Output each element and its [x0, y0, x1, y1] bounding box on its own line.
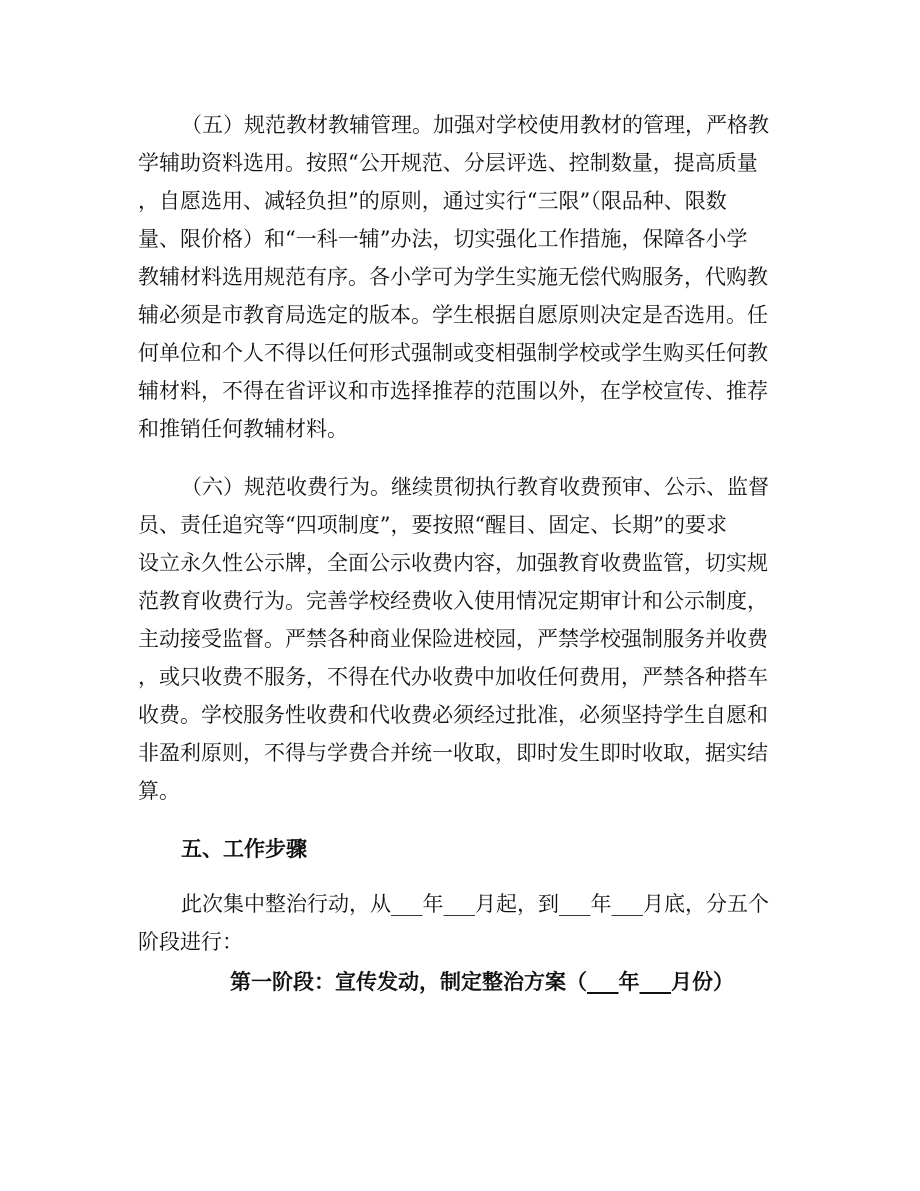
intro-line-1: 此次集中整治行动，从___年___月起，到___年___月底，分五个	[181, 892, 769, 916]
paragraph-5-line-3: ，自愿选用、减轻负担”的原则，通过实行“三限”（限品种、限数	[138, 189, 727, 213]
paragraph-5-line-5: 教辅材料选用规范有序。各小学可为学生实施无偿代购服务，代购教	[138, 265, 768, 289]
paragraph-6-line-9: 算。	[138, 779, 180, 803]
paragraph-6-line-2: 员、责任追究等“四项制度”，要按照“醒目、固定、长期”的要求	[138, 513, 727, 537]
paragraph-5-line-1: （五）规范教材教辅管理。加强对学校使用教材的管理，严格教	[181, 113, 769, 137]
paragraph-6-line-4: 范教育收费行为。完善学校经费收入使用情况定期审计和公示制度，	[138, 589, 768, 613]
paragraph-5-line-4: 量、限价格）和“一科一辅”办法，切实强化工作措施，保障各小学	[138, 227, 748, 251]
paragraph-5-line-7: 何单位和个人不得以任何形式强制或变相强制学校或学生购买任何教	[138, 341, 768, 365]
intro-line-2: 阶段进行：	[138, 930, 243, 954]
paragraph-6-line-1: （六）规范收费行为。继续贯彻执行教育收费预审、公示、监督	[181, 475, 769, 499]
paragraph-6-line-8: 非盈利原则，不得与学费合并统一收取，即时发生即时收取，据实结	[138, 741, 768, 765]
paragraph-6-line-6: ，或只收费不服务，不得在代办收费中加收任何费用，严禁各种搭车	[138, 665, 768, 689]
paragraph-5-line-2: 学辅助资料选用。按照“公开规范、分层评选、控制数量，提高质量	[138, 151, 758, 175]
phase-1-title: 第一阶段：宣传发动，制定整治方案（___年___月份）	[230, 970, 734, 994]
paragraph-5-line-6: 辅必须是市教育局选定的版本。学生根据自愿原则决定是否选用。任	[138, 303, 768, 327]
paragraph-6-line-5: 主动接受监督。严禁各种商业保险进校园，严禁学校强制服务并收费	[138, 627, 768, 651]
paragraph-5-line-9: 和推销任何教辅材料。	[138, 417, 348, 441]
paragraph-6-line-7: 收费。学校服务性收费和代收费必须经过批准，必须坚持学生自愿和	[138, 703, 768, 727]
section-heading: 五、工作步骤	[181, 837, 307, 861]
paragraph-5-line-8: 辅材料，不得在省评议和市选择推荐的范围以外，在学校宣传、推荐	[138, 379, 768, 403]
paragraph-6-line-3: 设立永久性公示牌，全面公示收费内容，加强教育收费监管，切实规	[138, 551, 768, 575]
